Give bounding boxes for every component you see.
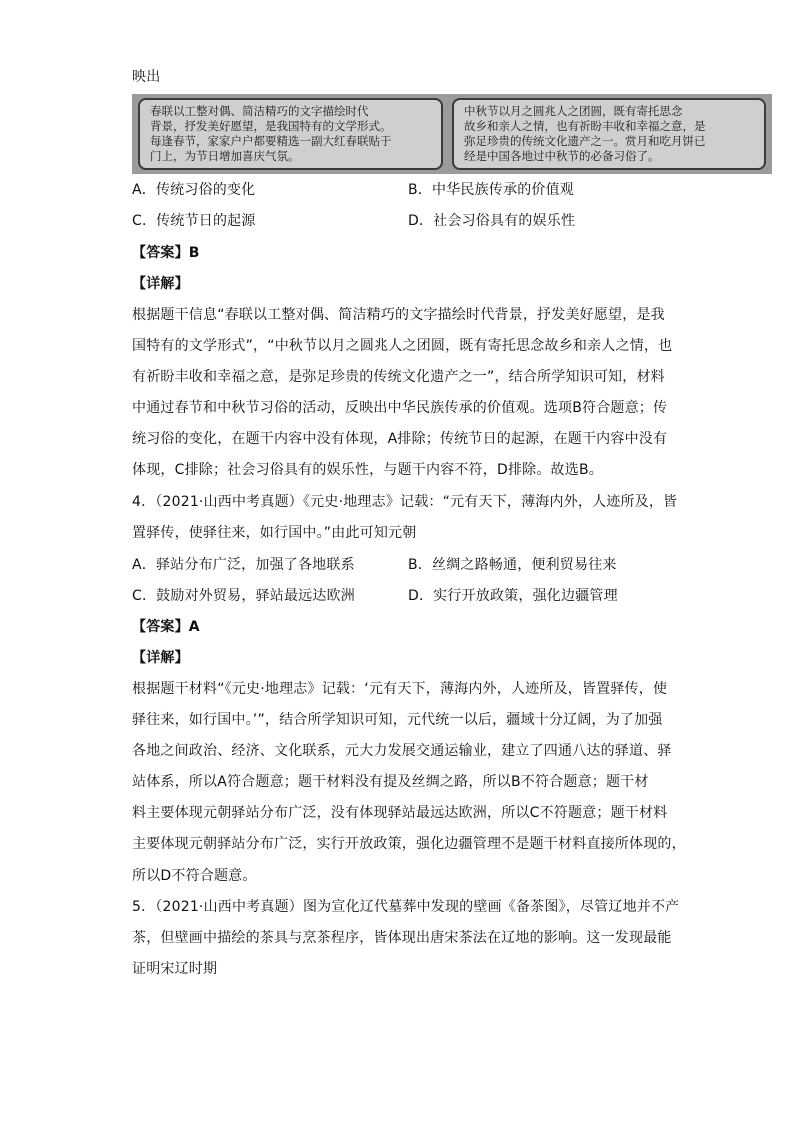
q4-detail-line: 驿往来，如行国中。’”，结合所学知识可知，元代统一以后，疆域十分辽阔，为了加强	[132, 712, 663, 728]
q4-option-c: C．鼓励对外贸易，驿站最远达欧洲	[132, 588, 355, 604]
q3-answer: 【答案】B	[132, 245, 200, 261]
q3-detail-line: 体现，C排除；社会习俗具有的娱乐性，与题干内容不符，D排除。故选B。	[132, 462, 603, 478]
q5-stem-line: 5．（2021·山西中考真题）图为宣化辽代墓葬中发现的壁画《备茶图》，尽管辽地并不产	[132, 899, 680, 915]
q4-stem-line: 置驿传，使驿往来，如行国中。”由此可知元朝	[132, 525, 417, 541]
figure-text-line: 弥足珍贵的传统文化遗产之一。赏月和吃月饼已	[464, 134, 706, 148]
q5-stem-line: 茶，但壁画中描绘的茶具与烹茶程序，皆体现出唐宋茶法在辽地的影响。这一发现最能	[132, 930, 672, 946]
figure-text-line: 背景，抒发美好愿望，是我国特有的文学形式。	[150, 119, 392, 133]
figure-text-line: 故乡和亲人之情，也有祈盼丰收和幸福之意，是	[464, 119, 706, 133]
figure-text-line: 中秋节以月之圆兆人之团圆，既有寄托思念	[464, 104, 683, 118]
figure-text-line: 每逢春节，家家户户都要精选一副大红春联贴于	[150, 134, 392, 148]
q3-stem-tail: 映出	[132, 69, 161, 85]
q4-detail-line: 主要体现元朝驿站分布广泛，实行开放政策，强化边疆管理不是题干材料直接所体现的，	[132, 836, 686, 852]
figure-text-line: 经是中国各地过中秋节的必备习俗了。	[464, 149, 660, 163]
mid-autumn-text-box	[452, 98, 766, 170]
q3-option-b: B．中华民族传承的价值观	[408, 182, 575, 198]
spring-couplet-text-box	[138, 98, 443, 170]
q4-option-a: A．驿站分布广泛，加强了各地联系	[132, 557, 355, 573]
q3-option-c: C．传统节日的起源	[132, 213, 256, 229]
q5-stem-line: 证明宋辽时期	[132, 961, 218, 977]
figure-text-line: 门上，为节日增加喜庆气氛。	[150, 149, 300, 163]
q3-detail-line: 国特有的文学形式”，“中秋节以月之圆兆人之团圆，既有寄托思念故乡和亲人之情，也	[132, 338, 673, 354]
q4-stem-line: 4．（2021·山西中考真题）《元史·地理志》记载：“元有天下，薄海内外，人迹所及，皆	[132, 494, 678, 510]
q4-answer: 【答案】A	[132, 619, 200, 635]
q3-detail-heading: 【详解】	[132, 276, 189, 292]
figure-text-line: 春联以工整对偶、简洁精巧的文字描绘时代	[150, 104, 369, 118]
q4-detail-line: 各地之间政治、经济、文化联系，元大力发展交通运输业，建立了四通八达的驿道、驿	[132, 743, 672, 759]
q4-detail-line: 料主要体现元朝驿站分布广泛，没有体现驿站最远达欧洲，所以C不符题意；题干材料	[132, 805, 668, 821]
q4-option-d: D．实行开放政策，强化边疆管理	[408, 588, 618, 604]
q3-detail-line: 根据题干信息“春联以工整对偶、简洁精巧的文字描绘时代背景，抒发美好愿望，是我	[132, 307, 665, 323]
q3-material-image	[132, 94, 772, 174]
q4-detail-line: 所以D不符合题意。	[132, 868, 257, 884]
q4-detail-line: 根据题干材料“《元史·地理志》记载：‘元有天下，薄海内外，人迹所及，皆置驿传，使	[132, 681, 668, 697]
q3-option-a: A．传统习俗的变化	[132, 182, 256, 198]
q4-detail-heading: 【详解】	[132, 650, 189, 666]
q4-detail-line: 站体系，所以A符合题意；题干材料没有提及丝绸之路，所以B不符合题意；题干材	[132, 774, 649, 790]
q3-detail-line: 中通过春节和中秋节习俗的活动，反映出中华民族传承的价值观。选项B符合题意；传	[132, 400, 668, 416]
q4-option-b: B．丝绸之路畅通，便利贸易往来	[408, 557, 617, 573]
q3-detail-line: 有祈盼丰收和幸福之意，是弥足珍贵的传统文化遗产之一”，结合所学知识可知，材料	[132, 369, 665, 385]
q3-detail-line: 统习俗的变化，在题干内容中没有体现，A排除；传统节日的起源，在题干内容中没有	[132, 431, 668, 447]
q3-option-d: D．社会习俗具有的娱乐性	[408, 213, 576, 229]
